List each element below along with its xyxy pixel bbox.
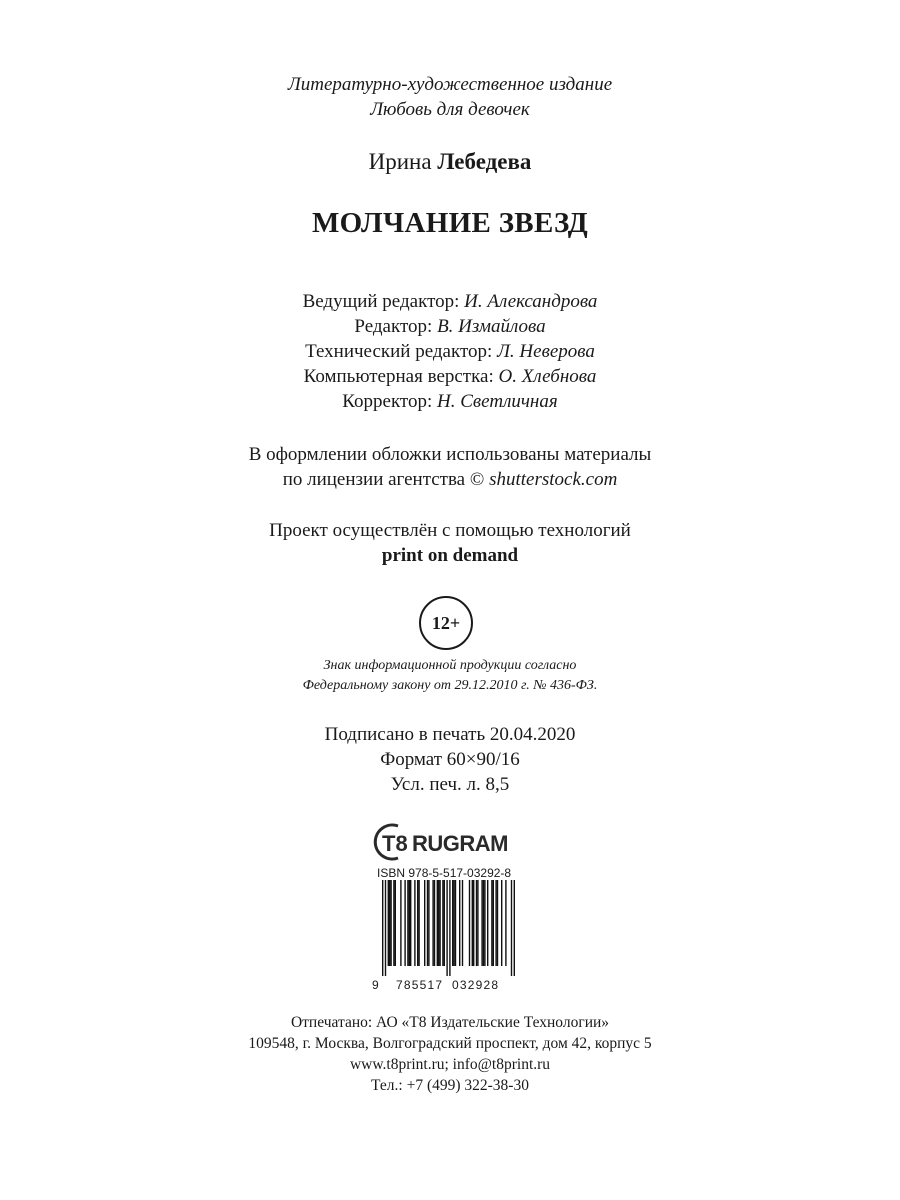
- print-details: [0, 722, 900, 797]
- barcode-bar: [393, 880, 394, 966]
- barcode-guard-bar: [385, 880, 386, 976]
- logo-wordmark: RUGRAM: [412, 831, 508, 856]
- printed-sheets: Усл. печ. л. 8,5: [390, 774, 510, 795]
- printer-info: [0, 1012, 900, 1096]
- barcode-bar: [424, 880, 425, 966]
- barcode-bar: [497, 880, 498, 966]
- credit-line: Корректор: Н. Светличная: [342, 391, 558, 412]
- barcode-bar: [400, 880, 401, 966]
- series-block: [0, 72, 900, 122]
- t8-rugram-logo: [372, 822, 524, 862]
- barcode-guard-bar: [382, 880, 383, 976]
- barcode-bar: [442, 880, 443, 966]
- barcode-bar: [439, 880, 440, 966]
- barcode-bar: [462, 880, 463, 966]
- barcode-bar: [469, 880, 470, 966]
- barcode-bar: [444, 880, 445, 966]
- barcode-bar: [438, 880, 439, 966]
- barcode-bar: [483, 880, 484, 966]
- barcode-left-digits: 785517: [396, 978, 444, 992]
- isbn-number: ISBN 978-5-517-03292-8: [377, 866, 512, 880]
- barcode-bar: [459, 880, 460, 966]
- barcode-bar: [428, 880, 429, 966]
- barcode-bar: [481, 880, 482, 966]
- barcode-bar: [476, 880, 477, 966]
- barcode-bar: [395, 880, 396, 966]
- credits-list: [0, 289, 900, 414]
- format: Формат 60×90/16: [380, 749, 520, 770]
- book-title: МОЛЧАНИЕ ЗВЕЗД: [311, 207, 589, 239]
- barcode-bar: [404, 880, 405, 966]
- barcode-bar: [472, 880, 473, 966]
- barcode-bar: [388, 880, 389, 966]
- series-name: Любовь для девочек: [370, 99, 530, 120]
- barcode-bar: [455, 880, 456, 966]
- barcode-bar: [414, 880, 415, 966]
- barcode-bar: [473, 880, 474, 966]
- stock-source: shutterstock.com: [489, 469, 618, 490]
- barcode-bar: [495, 880, 496, 966]
- barcode-bar: [501, 880, 502, 966]
- credit-line: Компьютерная верстка: О. Хлебнова: [303, 366, 597, 387]
- author-first-name: Ирина: [368, 149, 432, 174]
- barcode-bar: [418, 880, 419, 966]
- project-note: Проект осуществлён с помощью технологий print on demand: [0, 518, 900, 568]
- barcode-bar: [389, 880, 390, 966]
- author-last-name: Лебедева: [437, 149, 532, 174]
- barcode-guard-bar: [449, 880, 450, 976]
- barcode-bar: [409, 880, 410, 966]
- barcode-bar: [491, 880, 492, 966]
- edition-type: Литературно-художественное издание: [287, 74, 613, 95]
- barcode-bar: [417, 880, 418, 966]
- barcode-bar: [452, 880, 453, 966]
- barcode-bar: [477, 880, 478, 966]
- barcode-bar: [410, 880, 411, 966]
- printer-address: 109548, г. Москва, Волгоградский проспект, дом 42, корпус 5: [248, 1035, 652, 1052]
- credit-line: Редактор: В. Измайлова: [354, 316, 546, 337]
- printer-phone: Тел.: +7 (499) 322-38-30: [371, 1077, 529, 1094]
- barcode-bar: [390, 880, 391, 966]
- barcode-guard-bar: [511, 880, 512, 976]
- ean13-barcode: [372, 880, 522, 976]
- barcode-bar: [432, 880, 433, 966]
- barcode-bar: [434, 880, 435, 966]
- author-name: [0, 148, 900, 176]
- barcode-bar: [453, 880, 454, 966]
- cover-materials-note: В оформлении обложки использованы материалы по лицензии агентства © shutterstock.com: [248, 444, 652, 490]
- barcode-bar: [427, 880, 428, 966]
- print-on-demand-label: print on demand: [381, 545, 519, 566]
- barcode-first-digit: 9: [372, 978, 379, 992]
- barcode-guard-bar: [446, 880, 447, 976]
- age-rating-badge: 12+: [419, 596, 473, 650]
- barcode-bar: [493, 880, 494, 966]
- printer-web: www.t8print.ru; info@t8print.ru: [349, 1056, 551, 1073]
- signed-to-print: Подписано в печать 20.04.2020: [324, 724, 576, 745]
- age-rating-notice: Знак информационной продукции согласно Федеральному закону от 29.12.2010 г. № 436-ФЗ.: [302, 658, 598, 693]
- barcode-right-digits: 032928: [452, 978, 500, 992]
- barcode-guard-bar: [514, 880, 515, 976]
- credit-line: Технический редактор: Л. Неверова: [305, 341, 595, 362]
- barcode-bar: [407, 880, 408, 966]
- barcode-bar: [505, 880, 506, 966]
- printer-company: Отпечатано: АО «Т8 Издательские Технологии»: [290, 1014, 610, 1031]
- barcode-bar: [487, 880, 488, 966]
- barcode-bar: [484, 880, 485, 966]
- credit-line: Ведущий редактор: И. Александрова: [302, 291, 598, 312]
- barcode-bar: [437, 880, 438, 966]
- logo-mark: T8: [382, 831, 408, 856]
